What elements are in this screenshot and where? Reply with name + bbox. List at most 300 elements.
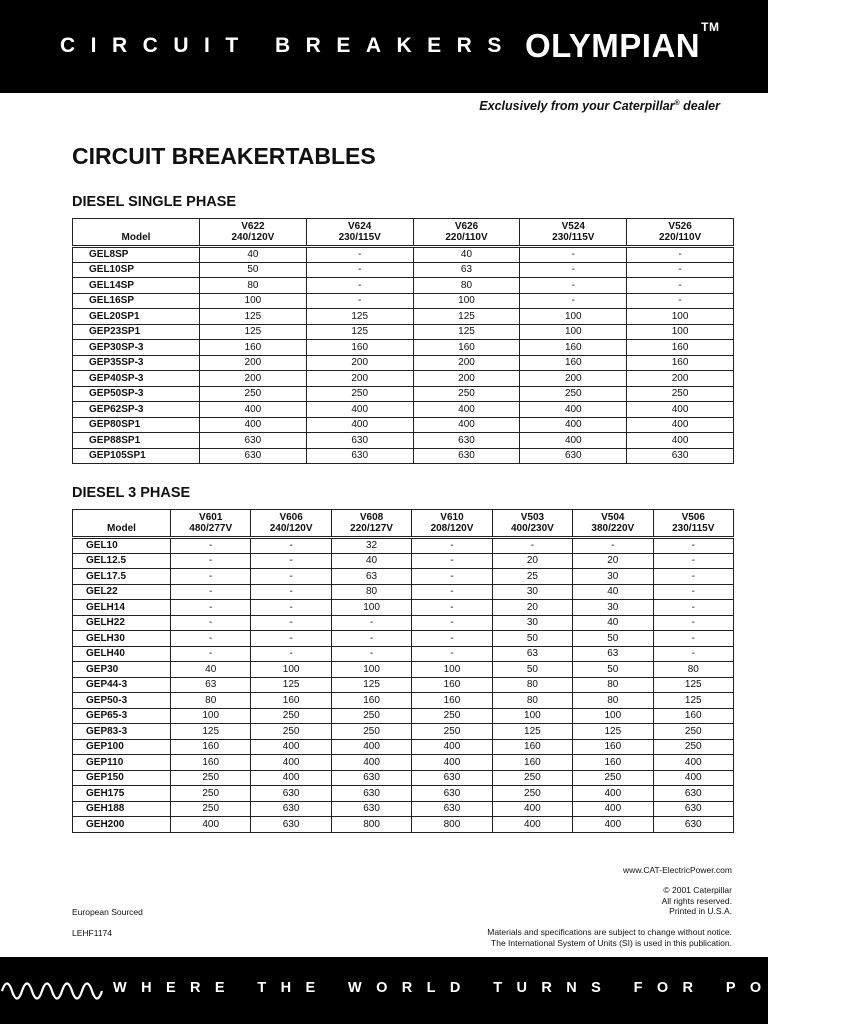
row-model-name: GEP65-3 bbox=[73, 708, 171, 724]
breaker-rating-cell: - bbox=[412, 553, 492, 569]
row-model-name: GEL10 bbox=[73, 538, 171, 554]
breaker-rating-cell: 400 bbox=[306, 402, 413, 418]
breaker-rating-cell: - bbox=[171, 553, 251, 569]
table-row bbox=[73, 770, 734, 786]
breaker-rating-cell: 160 bbox=[251, 693, 331, 709]
row-model-name: GEP35SP-3 bbox=[73, 355, 200, 371]
table-row bbox=[73, 801, 734, 817]
breaker-rating-cell: 400 bbox=[653, 770, 733, 786]
row-model-name: GELH30 bbox=[73, 631, 171, 647]
breaker-rating-cell: 100 bbox=[200, 293, 307, 309]
breaker-rating-cell: - bbox=[627, 278, 734, 294]
row-model-name: GEL14SP bbox=[73, 278, 200, 294]
breaker-rating-cell: - bbox=[171, 584, 251, 600]
row-model-name: GEH175 bbox=[73, 786, 171, 802]
section-title-single-phase: DIESEL SINGLE PHASE bbox=[72, 194, 237, 210]
breaker-rating-cell: 250 bbox=[171, 801, 251, 817]
breaker-rating-cell: 50 bbox=[200, 262, 307, 278]
printed-line: Printed in U.S.A. bbox=[669, 906, 732, 916]
breaker-rating-cell: 20 bbox=[492, 600, 572, 616]
copyright-block bbox=[662, 885, 732, 917]
breaker-rating-cell: - bbox=[653, 538, 733, 554]
breaker-rating-cell: - bbox=[331, 631, 411, 647]
column-header-voltage: 220/110V bbox=[445, 232, 488, 243]
breaker-rating-cell: 63 bbox=[492, 646, 572, 662]
breaker-rating-cell: - bbox=[306, 293, 413, 309]
breaker-rating-cell: - bbox=[251, 631, 331, 647]
breaker-rating-cell: 125 bbox=[492, 724, 572, 740]
breaker-rating-cell: 630 bbox=[413, 448, 520, 464]
dealer-tagline bbox=[479, 99, 720, 113]
breaker-rating-cell: 630 bbox=[331, 770, 411, 786]
table-row bbox=[73, 433, 734, 449]
breaker-rating-cell: 80 bbox=[200, 278, 307, 294]
breaker-rating-cell: 200 bbox=[200, 371, 307, 387]
model-column-header: Model bbox=[73, 219, 200, 247]
breaker-rating-cell: 20 bbox=[573, 553, 653, 569]
table-row bbox=[73, 724, 734, 740]
breaker-rating-cell: 80 bbox=[171, 693, 251, 709]
breaker-rating-cell: 630 bbox=[306, 448, 413, 464]
breaker-rating-cell: 630 bbox=[653, 817, 733, 833]
row-model-name: GEL22 bbox=[73, 584, 171, 600]
breaker-rating-cell: 630 bbox=[413, 433, 520, 449]
breaker-rating-cell: 630 bbox=[653, 801, 733, 817]
footer-band bbox=[0, 957, 853, 1024]
breaker-rating-cell: 125 bbox=[306, 309, 413, 325]
breaker-rating-cell: 250 bbox=[171, 786, 251, 802]
breaker-rating-cell: - bbox=[653, 569, 733, 585]
breaker-rating-cell: 400 bbox=[251, 755, 331, 771]
table-row bbox=[73, 448, 734, 464]
row-model-name: GEP88SP1 bbox=[73, 433, 200, 449]
breaker-rating-cell: 250 bbox=[306, 386, 413, 402]
column-header-model: V622 bbox=[241, 220, 265, 232]
row-model-name: GELH40 bbox=[73, 646, 171, 662]
breaker-rating-cell: - bbox=[171, 646, 251, 662]
tagline-text: Exclusively from your Caterpillar bbox=[479, 99, 675, 113]
breaker-rating-cell: 50 bbox=[492, 631, 572, 647]
table-row bbox=[73, 278, 734, 294]
breaker-rating-cell: - bbox=[251, 600, 331, 616]
column-header bbox=[492, 510, 572, 538]
breaker-rating-cell: 125 bbox=[171, 724, 251, 740]
breaker-rating-cell: 25 bbox=[492, 569, 572, 585]
row-model-name: GEP150 bbox=[73, 770, 171, 786]
breaker-rating-cell: 630 bbox=[412, 801, 492, 817]
breaker-rating-cell: 80 bbox=[331, 584, 411, 600]
column-header-model: V506 bbox=[681, 511, 705, 523]
breaker-rating-cell: 30 bbox=[492, 584, 572, 600]
column-header-model: V606 bbox=[279, 511, 303, 523]
breaker-rating-cell: 630 bbox=[251, 817, 331, 833]
breaker-rating-cell: - bbox=[171, 631, 251, 647]
table-row bbox=[73, 538, 734, 554]
row-model-name: GEP30 bbox=[73, 662, 171, 678]
table-row bbox=[73, 324, 734, 340]
breaker-rating-cell: 400 bbox=[413, 417, 520, 433]
breaker-rating-cell: 400 bbox=[306, 417, 413, 433]
row-model-name: GEP62SP-3 bbox=[73, 402, 200, 418]
breaker-rating-cell: 100 bbox=[412, 662, 492, 678]
breaker-rating-cell: 250 bbox=[412, 724, 492, 740]
breaker-rating-cell: 100 bbox=[331, 662, 411, 678]
breaker-rating-cell: - bbox=[627, 247, 734, 263]
row-model-name: GEP50-3 bbox=[73, 693, 171, 709]
column-header bbox=[251, 510, 331, 538]
breaker-rating-cell: - bbox=[412, 631, 492, 647]
breaker-rating-cell: 63 bbox=[573, 646, 653, 662]
column-header-voltage: 400/230V bbox=[510, 523, 554, 534]
breaker-rating-cell: 250 bbox=[627, 386, 734, 402]
breaker-rating-cell: 400 bbox=[520, 417, 627, 433]
table-row bbox=[73, 584, 734, 600]
column-header bbox=[573, 510, 653, 538]
breaker-rating-cell: 30 bbox=[573, 569, 653, 585]
column-header-voltage: 220/127V bbox=[350, 523, 393, 534]
row-model-name: GEL17.5 bbox=[73, 569, 171, 585]
breaker-rating-cell: 250 bbox=[413, 386, 520, 402]
breaker-rating-cell: 250 bbox=[492, 786, 572, 802]
breaker-rating-cell: 630 bbox=[627, 448, 734, 464]
specs-notice bbox=[487, 927, 732, 948]
breaker-rating-cell: 400 bbox=[412, 739, 492, 755]
breaker-rating-cell: 630 bbox=[200, 448, 307, 464]
breaker-rating-cell: - bbox=[653, 553, 733, 569]
breaker-rating-cell: 250 bbox=[251, 724, 331, 740]
column-header-model: V526 bbox=[668, 220, 692, 232]
breaker-rating-cell: 630 bbox=[200, 433, 307, 449]
breaker-rating-cell: 160 bbox=[412, 677, 492, 693]
breaker-rating-cell: - bbox=[653, 584, 733, 600]
row-model-name: GEP110 bbox=[73, 755, 171, 771]
breaker-rating-cell: 630 bbox=[251, 801, 331, 817]
breaker-rating-cell: - bbox=[251, 538, 331, 554]
breaker-rating-cell: 200 bbox=[413, 355, 520, 371]
column-header bbox=[331, 510, 411, 538]
breaker-rating-cell: - bbox=[251, 584, 331, 600]
row-model-name: GEH200 bbox=[73, 817, 171, 833]
breaker-rating-cell: 400 bbox=[573, 801, 653, 817]
breaker-rating-cell: 125 bbox=[200, 309, 307, 325]
breaker-rating-cell: 100 bbox=[520, 309, 627, 325]
breaker-rating-cell: 100 bbox=[171, 708, 251, 724]
breaker-rating-cell: 30 bbox=[573, 600, 653, 616]
row-model-name: GELH22 bbox=[73, 615, 171, 631]
column-header-voltage: 240/120V bbox=[269, 523, 313, 534]
table-row bbox=[73, 646, 734, 662]
table-row bbox=[73, 402, 734, 418]
breaker-rating-cell: 100 bbox=[573, 708, 653, 724]
breaker-rating-cell: 100 bbox=[627, 324, 734, 340]
column-header bbox=[171, 510, 251, 538]
breaker-rating-cell: 40 bbox=[331, 553, 411, 569]
breaker-rating-cell: 160 bbox=[627, 340, 734, 356]
row-model-name: GEL10SP bbox=[73, 262, 200, 278]
breaker-rating-cell: - bbox=[171, 569, 251, 585]
breaker-rating-cell: 250 bbox=[653, 739, 733, 755]
column-header bbox=[520, 219, 627, 247]
sine-wave-icon bbox=[0, 974, 108, 1008]
column-header-voltage: 380/220V bbox=[591, 523, 635, 534]
breaker-rating-cell: 50 bbox=[492, 662, 572, 678]
breaker-rating-cell: - bbox=[331, 646, 411, 662]
breaker-rating-cell: 40 bbox=[413, 247, 520, 263]
breaker-rating-cell: - bbox=[171, 600, 251, 616]
table-row bbox=[73, 600, 734, 616]
row-model-name: GEP80SP1 bbox=[73, 417, 200, 433]
trademark-mark: TM bbox=[701, 20, 720, 34]
breaker-rating-cell: 160 bbox=[200, 340, 307, 356]
breaker-rating-cell: 400 bbox=[413, 402, 520, 418]
breaker-rating-cell: 250 bbox=[331, 724, 411, 740]
table-row bbox=[73, 293, 734, 309]
rights-line: All rights reserved. bbox=[661, 895, 732, 906]
breaker-rating-cell: 250 bbox=[251, 708, 331, 724]
column-header-model: V626 bbox=[454, 220, 479, 232]
breaker-rating-cell: 250 bbox=[200, 386, 307, 402]
breaker-rating-cell: 800 bbox=[331, 817, 411, 833]
column-header bbox=[306, 219, 413, 247]
column-header-model: V524 bbox=[561, 220, 585, 232]
breaker-rating-cell: 80 bbox=[573, 693, 653, 709]
breaker-rating-cell: 630 bbox=[306, 433, 413, 449]
row-model-name: GEL20SP1 bbox=[73, 309, 200, 325]
breaker-rating-cell: - bbox=[251, 615, 331, 631]
breaker-rating-cell: 630 bbox=[251, 786, 331, 802]
column-header-model: V601 bbox=[199, 511, 223, 523]
breaker-rating-cell: 80 bbox=[653, 662, 733, 678]
breaker-rating-cell: - bbox=[171, 615, 251, 631]
column-header bbox=[412, 510, 492, 538]
breaker-rating-cell: 250 bbox=[171, 770, 251, 786]
breaker-rating-cell: 400 bbox=[627, 417, 734, 433]
row-model-name: GEP100 bbox=[73, 739, 171, 755]
breaker-rating-cell: - bbox=[331, 615, 411, 631]
table-row bbox=[73, 371, 734, 387]
breaker-rating-cell: - bbox=[520, 262, 627, 278]
breaker-rating-cell: - bbox=[653, 631, 733, 647]
breaker-rating-cell: 63 bbox=[331, 569, 411, 585]
breaker-rating-cell: 80 bbox=[492, 677, 572, 693]
breaker-rating-cell: 400 bbox=[492, 801, 572, 817]
single-phase-table bbox=[72, 218, 734, 464]
specs-notice-line-1: Materials and specifications are subject to change without notice. bbox=[487, 927, 732, 937]
website-link[interactable]: www.CAT-ElectricPower.com bbox=[623, 865, 732, 875]
table-row bbox=[73, 417, 734, 433]
breaker-rating-cell: 160 bbox=[492, 755, 572, 771]
breaker-rating-cell: 400 bbox=[573, 817, 653, 833]
breaker-rating-cell: 160 bbox=[492, 739, 572, 755]
column-header-model: V610 bbox=[440, 511, 464, 523]
table-row bbox=[73, 677, 734, 693]
breaker-rating-cell: - bbox=[520, 293, 627, 309]
breaker-rating-cell: 100 bbox=[251, 662, 331, 678]
breaker-rating-cell: 125 bbox=[653, 677, 733, 693]
breaker-rating-cell: 400 bbox=[331, 755, 411, 771]
breaker-rating-cell: - bbox=[251, 646, 331, 662]
breaker-rating-cell: 200 bbox=[413, 371, 520, 387]
section-title-three-phase: DIESEL 3 PHASE bbox=[72, 485, 191, 501]
breaker-rating-cell: - bbox=[412, 584, 492, 600]
row-model-name: GEL16SP bbox=[73, 293, 200, 309]
breaker-rating-cell: - bbox=[171, 538, 251, 554]
table-row bbox=[73, 786, 734, 802]
breaker-rating-cell: 630 bbox=[653, 786, 733, 802]
breaker-rating-cell: 125 bbox=[413, 309, 520, 325]
breaker-rating-cell: 80 bbox=[492, 693, 572, 709]
breaker-rating-cell: 400 bbox=[200, 402, 307, 418]
brand-name: OLYMPIAN bbox=[525, 27, 701, 64]
breaker-rating-cell: - bbox=[492, 538, 572, 554]
column-header-model: V608 bbox=[359, 511, 384, 523]
document-title: CIRCUIT BREAKERTABLES bbox=[72, 143, 376, 169]
breaker-rating-cell: - bbox=[251, 569, 331, 585]
breaker-rating-cell: 400 bbox=[171, 817, 251, 833]
table-row bbox=[73, 739, 734, 755]
breaker-rating-cell: 32 bbox=[331, 538, 411, 554]
breaker-rating-cell: 160 bbox=[412, 693, 492, 709]
breaker-rating-cell: 100 bbox=[627, 309, 734, 325]
breaker-rating-cell: - bbox=[306, 247, 413, 263]
breaker-rating-cell: 250 bbox=[331, 708, 411, 724]
column-header-model: V504 bbox=[601, 511, 625, 523]
table-row bbox=[73, 309, 734, 325]
breaker-rating-cell: 630 bbox=[331, 801, 411, 817]
table-row bbox=[73, 247, 734, 263]
column-header bbox=[653, 510, 733, 538]
breaker-rating-cell: 160 bbox=[573, 739, 653, 755]
breaker-rating-cell: 160 bbox=[306, 340, 413, 356]
row-model-name: GEP23SP1 bbox=[73, 324, 200, 340]
breaker-rating-cell: - bbox=[520, 278, 627, 294]
breaker-rating-cell: 20 bbox=[492, 553, 572, 569]
breaker-rating-cell: 400 bbox=[573, 786, 653, 802]
column-header-voltage: 480/277V bbox=[189, 523, 233, 534]
breaker-rating-cell: 40 bbox=[200, 247, 307, 263]
row-model-name: GEP83-3 bbox=[73, 724, 171, 740]
column-header bbox=[627, 219, 734, 247]
column-header-voltage: 230/115V bbox=[338, 232, 381, 243]
column-header-voltage: 208/120V bbox=[430, 523, 474, 534]
breaker-rating-cell: - bbox=[251, 553, 331, 569]
breaker-rating-cell: 160 bbox=[520, 355, 627, 371]
breaker-rating-cell: 125 bbox=[251, 677, 331, 693]
breaker-rating-cell: 250 bbox=[492, 770, 572, 786]
table-row bbox=[73, 662, 734, 678]
breaker-rating-cell: 30 bbox=[492, 615, 572, 631]
breaker-rating-cell: 80 bbox=[573, 677, 653, 693]
table-row bbox=[73, 340, 734, 356]
row-model-name: GEP44-3 bbox=[73, 677, 171, 693]
page-header-title: CIRCUIT BREAKERS bbox=[60, 34, 517, 57]
olympian-logo bbox=[525, 20, 720, 65]
breaker-rating-cell: 125 bbox=[306, 324, 413, 340]
breaker-rating-cell: 400 bbox=[520, 433, 627, 449]
column-header-model: V503 bbox=[520, 511, 545, 523]
breaker-rating-cell: 160 bbox=[331, 693, 411, 709]
breaker-rating-cell: - bbox=[653, 600, 733, 616]
breaker-rating-cell: 400 bbox=[492, 817, 572, 833]
slogan: WHERE THE WORLD TURNS FOR POWER bbox=[113, 980, 853, 996]
breaker-rating-cell: 100 bbox=[331, 600, 411, 616]
column-header-model: V624 bbox=[348, 220, 372, 232]
model-column-header: Model bbox=[73, 510, 171, 538]
breaker-rating-cell: 800 bbox=[412, 817, 492, 833]
breaker-rating-cell: - bbox=[627, 262, 734, 278]
table-row bbox=[73, 615, 734, 631]
table-row bbox=[73, 693, 734, 709]
column-header-voltage: 230/115V bbox=[552, 232, 595, 243]
breaker-rating-cell: 100 bbox=[413, 293, 520, 309]
breaker-rating-cell: 50 bbox=[573, 631, 653, 647]
row-model-name: GEP105SP1 bbox=[73, 448, 200, 464]
table-row bbox=[73, 755, 734, 771]
column-header bbox=[200, 219, 307, 247]
breaker-rating-cell: 400 bbox=[331, 739, 411, 755]
breaker-rating-cell: - bbox=[653, 615, 733, 631]
breaker-rating-cell: - bbox=[306, 278, 413, 294]
breaker-rating-cell: 250 bbox=[412, 708, 492, 724]
breaker-rating-cell: 125 bbox=[653, 693, 733, 709]
row-model-name: GEL8SP bbox=[73, 247, 200, 263]
breaker-rating-cell: 630 bbox=[331, 786, 411, 802]
breaker-rating-cell: - bbox=[412, 646, 492, 662]
breaker-rating-cell: 630 bbox=[520, 448, 627, 464]
copyright-line: © 2001 Caterpillar bbox=[663, 885, 732, 895]
breaker-rating-cell: 160 bbox=[413, 340, 520, 356]
row-model-name: GEL12.5 bbox=[73, 553, 171, 569]
breaker-rating-cell: 63 bbox=[171, 677, 251, 693]
breaker-rating-cell: 400 bbox=[251, 770, 331, 786]
breaker-rating-cell: 160 bbox=[520, 340, 627, 356]
breaker-rating-cell: - bbox=[412, 600, 492, 616]
three-phase-table bbox=[72, 509, 734, 833]
breaker-rating-cell: 80 bbox=[413, 278, 520, 294]
specs-notice-line-2: The International System of Units (SI) is used in this publication. bbox=[491, 937, 732, 948]
table-row bbox=[73, 817, 734, 833]
table-row bbox=[73, 631, 734, 647]
row-model-name: GEP30SP-3 bbox=[73, 340, 200, 356]
table-row bbox=[73, 355, 734, 371]
table-row bbox=[73, 386, 734, 402]
breaker-rating-cell: - bbox=[412, 569, 492, 585]
column-header bbox=[413, 219, 520, 247]
breaker-rating-cell: - bbox=[653, 646, 733, 662]
breaker-rating-cell: 400 bbox=[412, 755, 492, 771]
breaker-rating-cell: 250 bbox=[573, 770, 653, 786]
row-model-name: GELH14 bbox=[73, 600, 171, 616]
breaker-rating-cell: 400 bbox=[627, 402, 734, 418]
breaker-rating-cell: 160 bbox=[171, 739, 251, 755]
european-sourced-note: European Sourced bbox=[72, 907, 143, 917]
breaker-rating-cell: 400 bbox=[251, 739, 331, 755]
breaker-rating-cell: 40 bbox=[573, 615, 653, 631]
column-header-voltage: 230/115V bbox=[672, 523, 715, 534]
breaker-rating-cell: 400 bbox=[653, 755, 733, 771]
breaker-rating-cell: 200 bbox=[306, 355, 413, 371]
document-code: LEHF1174 bbox=[72, 928, 113, 938]
registered-mark: ® bbox=[674, 99, 680, 107]
row-model-name: GEP40SP-3 bbox=[73, 371, 200, 387]
breaker-rating-cell: 200 bbox=[627, 371, 734, 387]
breaker-rating-cell: 50 bbox=[573, 662, 653, 678]
breaker-rating-cell: 63 bbox=[413, 262, 520, 278]
row-model-name: GEH188 bbox=[73, 801, 171, 817]
breaker-rating-cell: 630 bbox=[412, 786, 492, 802]
breaker-rating-cell: 125 bbox=[200, 324, 307, 340]
table-row bbox=[73, 708, 734, 724]
